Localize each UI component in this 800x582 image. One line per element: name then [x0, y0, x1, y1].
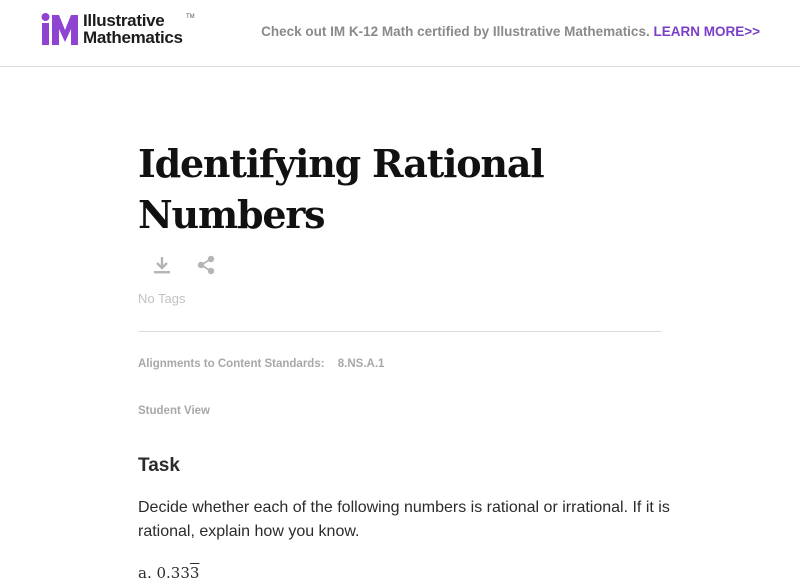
task-heading: Task	[138, 455, 180, 476]
alignments-label: Alignments to Content Standards:	[138, 358, 325, 370]
logo-trademark: TM	[186, 14, 195, 20]
item-a-repeating-digit: 3	[189, 564, 200, 582]
im-logo-icon	[41, 12, 79, 46]
illustrative-mathematics-logo[interactable]	[41, 11, 195, 47]
learn-more-link[interactable]: LEARN MORE>>	[653, 24, 760, 39]
divider	[138, 331, 662, 332]
logo-text	[83, 12, 183, 46]
logo-line-2: Mathematics	[83, 28, 183, 47]
student-view-toggle[interactable]: Student View	[138, 405, 210, 417]
logo-line-1: Illustrative	[83, 11, 165, 30]
share-icon	[194, 253, 218, 277]
promo-banner	[261, 24, 760, 39]
promo-text: Check out IM K-12 Math certified by Illustrative Mathematics.	[261, 24, 650, 39]
download-button[interactable]	[150, 253, 174, 277]
alignments-row	[138, 358, 384, 370]
task-text: Decide whether each of the following numbers is rational or irrational. If it is rational, explain how you know.	[138, 499, 670, 540]
top-bar	[0, 0, 800, 67]
tags-label: No Tags	[138, 291, 186, 306]
download-icon	[150, 253, 174, 277]
task-item-a	[138, 564, 199, 582]
page-title: Identifying Rational Numbers	[138, 141, 544, 237]
alignment-code-link[interactable]: 8.NS.A.1	[337, 358, 385, 370]
item-a-prefix: a. 0.33	[138, 564, 190, 582]
share-button[interactable]	[194, 253, 218, 277]
